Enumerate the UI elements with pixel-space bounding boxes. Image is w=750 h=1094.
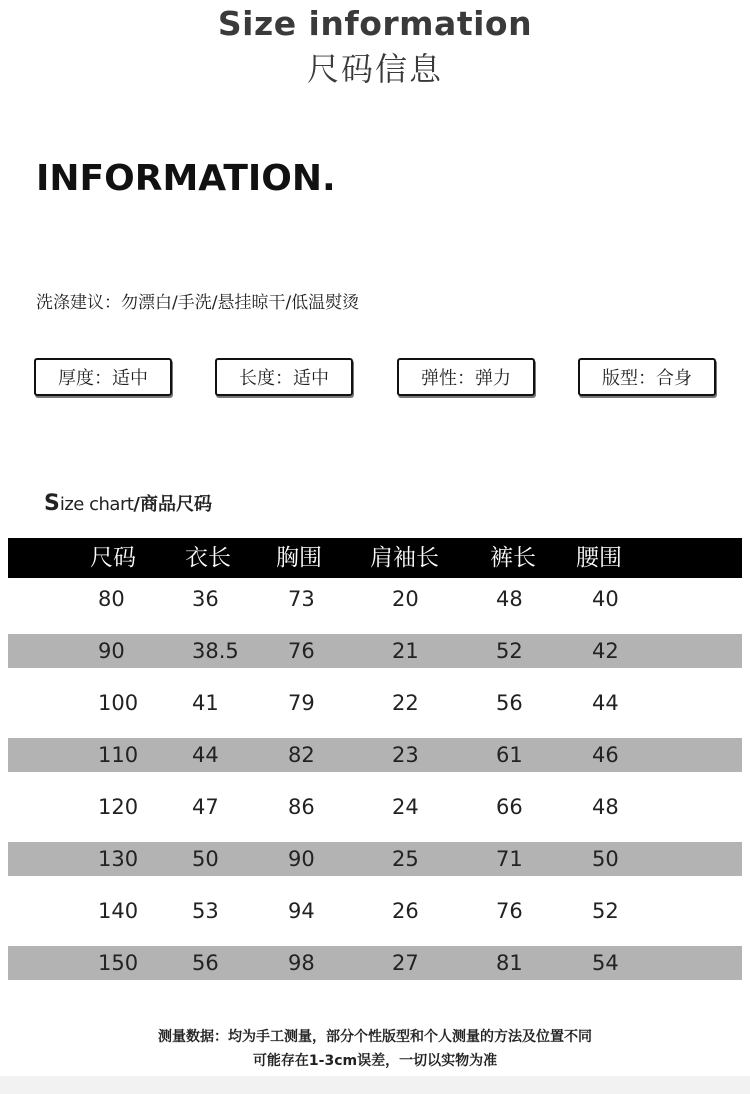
table-cell: 71: [496, 847, 523, 871]
table-cell: 76: [288, 639, 315, 663]
information-heading: INFORMATION.: [36, 158, 336, 199]
table-cell: 130: [98, 847, 139, 871]
table-cell: 56: [496, 691, 523, 715]
table-cell: 66: [496, 795, 523, 819]
header-waist: 腰围: [576, 545, 622, 571]
table-row: [8, 686, 742, 738]
table-cell: 140: [98, 899, 139, 923]
table-cell: 20: [392, 587, 419, 611]
table-cell: 23: [392, 743, 419, 767]
table-cell: 21: [392, 639, 419, 663]
table-cell: 120: [98, 795, 139, 819]
table-cell: 52: [592, 899, 619, 923]
table-cell: 90: [98, 639, 125, 663]
table-body: [8, 582, 742, 998]
table-cell: 47: [192, 795, 219, 819]
table-cell: 100: [98, 691, 139, 715]
table-cell: 26: [392, 899, 419, 923]
table-cell: 40: [592, 587, 619, 611]
attribute-fit: 版型：合身: [578, 358, 716, 396]
table-cell: 98: [288, 951, 315, 975]
header-chest: 胸围: [276, 545, 322, 571]
table-cell: 61: [496, 743, 523, 767]
table-row: [8, 738, 742, 790]
table-cell: 22: [392, 691, 419, 715]
header-shoulder-sleeve: 肩袖长: [370, 545, 439, 571]
header-length: 衣长: [185, 545, 231, 571]
table-cell: 50: [592, 847, 619, 871]
table-row: [8, 634, 742, 686]
table-cell: 25: [392, 847, 419, 871]
attribute-elasticity: 弹性：弹力: [397, 358, 535, 396]
table-cell: 44: [592, 691, 619, 715]
size-chart-label: [44, 490, 212, 516]
measurement-note: 测量数据：均为手工测量，部分个性版型和个人测量的方法及位置不同: [158, 1029, 592, 1045]
table-cell: 80: [98, 587, 125, 611]
size-chart-label-initial: S: [44, 491, 60, 516]
table-cell: 48: [496, 587, 523, 611]
table-cell: 41: [192, 691, 219, 715]
size-chart-label-en: ize chart: [59, 494, 134, 515]
table-cell: 79: [288, 691, 315, 715]
page-title: Size information: [217, 4, 533, 43]
header-size: 尺码: [90, 545, 136, 571]
table-cell: 94: [288, 899, 315, 923]
table-cell: 82: [288, 743, 315, 767]
table-cell: 76: [496, 899, 523, 923]
table-cell: 44: [192, 743, 219, 767]
attribute-length: 长度：适中: [215, 358, 353, 396]
table-cell: 24: [392, 795, 419, 819]
header-pants-length: 裤长: [490, 545, 536, 571]
size-table: [8, 538, 742, 998]
table-row: [8, 842, 742, 894]
footer-strip: [0, 1076, 750, 1094]
attribute-thickness: 厚度：适中: [34, 358, 172, 396]
table-cell: 110: [98, 743, 139, 767]
table-row: [8, 790, 742, 842]
page-subtitle: 尺码信息: [306, 50, 443, 88]
table-cell: 52: [496, 639, 523, 663]
care-instructions: 洗涤建议：勿漂白/手洗/悬挂晾干/低温熨烫: [36, 293, 360, 313]
table-cell: 81: [496, 951, 523, 975]
table-cell: 46: [592, 743, 619, 767]
table-cell: 27: [392, 951, 419, 975]
table-cell: 73: [288, 587, 315, 611]
table-row: [8, 946, 742, 998]
table-cell: 50: [192, 847, 219, 871]
table-header: [8, 538, 742, 578]
table-row: [8, 894, 742, 946]
table-cell: 38.5: [192, 639, 239, 663]
size-chart-label-cn: /商品尺码: [133, 494, 212, 515]
table-cell: 42: [592, 639, 619, 663]
table-cell: 56: [192, 951, 219, 975]
table-cell: 86: [288, 795, 315, 819]
table-cell: 36: [192, 587, 219, 611]
table-cell: 53: [192, 899, 219, 923]
table-cell: 90: [288, 847, 315, 871]
table-row: [8, 582, 742, 634]
table-cell: 48: [592, 795, 619, 819]
table-cell: 54: [592, 951, 619, 975]
table-cell: 150: [98, 951, 139, 975]
measurement-note-cont: 可能存在1-3cm误差，一切以实物为准: [252, 1053, 498, 1069]
